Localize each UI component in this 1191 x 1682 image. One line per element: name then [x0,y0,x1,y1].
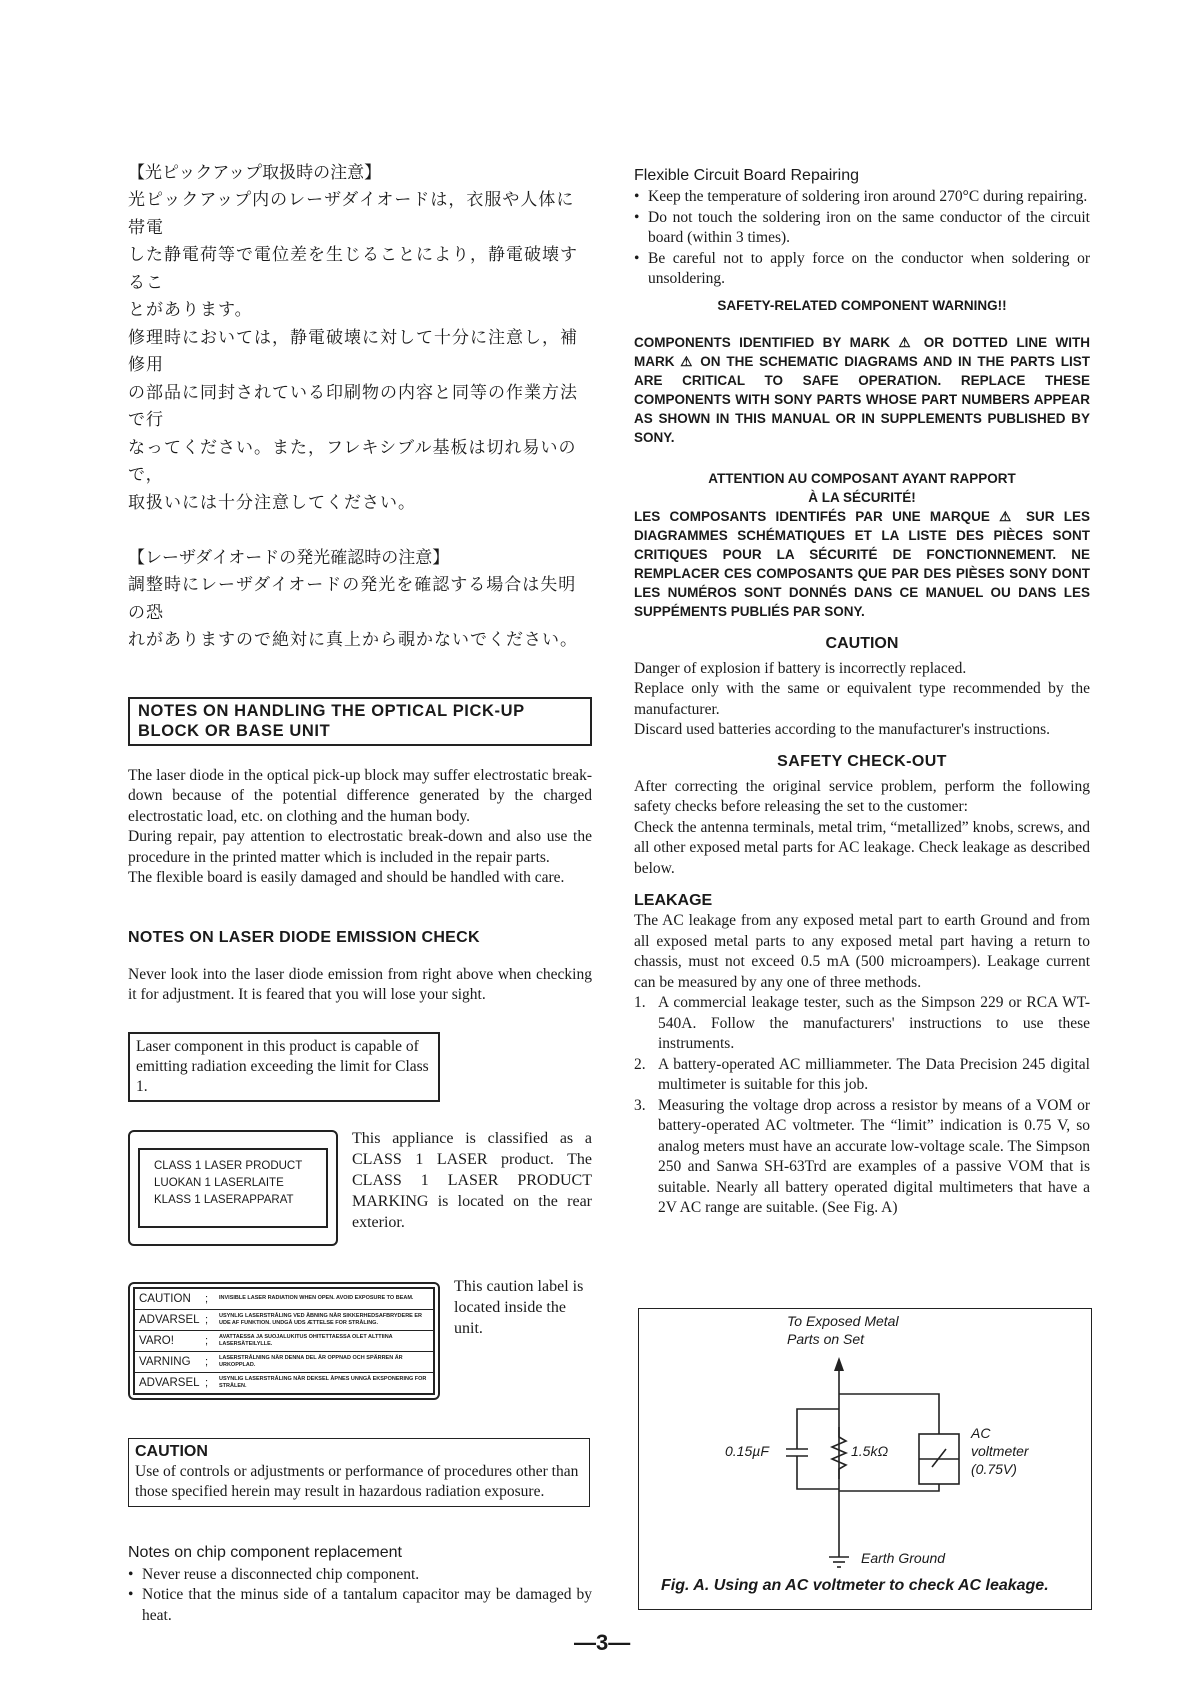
class-label-description: This appliance is classified as a CLASS 1 LASER product. The CLASS 1 LASER PRODUCT MARKING is located on the rear exterior. [352,1129,592,1231]
safety-warning-title: SAFETY-RELATED COMPONENT WARNING!! [717,297,1007,313]
attention-text: LES COMPOSANTS IDENTIFÉS PAR UNE MARQUE ⚠ SUR LES DIAGRAMMES SCHÉMATIQUES ET LA LISTE DES PIÈCES SONT CRITIQUES POUR LA SÉCURITÉ DE FONCTIONNEMENT. NE REMPLACER CES COMPOSANTS QUE PAR DES PIÈSES SONY DONT LES NUMÉROS SONT DONNÉS DANS CE MANUEL OU DANS LES SUPPÉMENTS PUBLIÉS PAR SONY. [634,508,1090,619]
caution-label-row [135,1309,433,1330]
leakage-text: The AC leakage from any exposed metal part to earth Ground and from all exposed metal parts to any exposed metal part having a return to chassis, must not exceed 0.5 mA (500 microampers). Leakage current can be measured by any one of three methods. [634,912,1090,991]
leakage-method [634,1055,1090,1096]
class1-text: Laser component in this product is capable of emitting radiation exceeding the limit for Class 1. [136,1037,429,1095]
battery-caution-body [634,659,1090,741]
jp-pickup-notes [128,160,592,517]
jp-pickup-line: 修理時においては，静電破壊に対して十分に注意し，補修用 [128,327,578,375]
caution-row-key: ADVARSEL [139,1376,200,1389]
leakage-method [634,1096,1090,1219]
caution-row-text: LASERSTRÅLNING NÄR DENNA DEL ÄR OPPNAD OCH SPÄRREN ÄR URKOPPLAD. [219,1355,403,1368]
handling-body [128,766,592,889]
emission-title: NOTES ON LASER DIODE EMISSION CHECK [128,928,480,946]
caution-box-title: CAUTION [135,1442,208,1460]
battery-caution-title: CAUTION [825,634,899,652]
checkout-para: After correcting the original service problem, perform the following safety checks before releasing the set to the customer: [634,777,1090,815]
class-label-inner [138,1148,328,1228]
jp-laser-line: 調整時にレーザダイオードの発光を確認する場合は失明の恐 [128,575,577,623]
caution-label-inner [133,1287,435,1395]
battery-caution-line: Danger of explosion if battery is incorrectly replaced. [634,659,967,677]
caution-row-key: VARO! [139,1334,174,1347]
jp-pickup-line: なってください。また，フレキシブル基板は切れ易いので， [128,437,577,485]
checkout-para: Check the antenna terminals, metal trim, “metallized” knobs, screws, and all other exposed metal parts for AC leakage. Check leakage as described below. [634,818,1090,877]
circuit-cap-top-wire [797,1409,839,1449]
fig-meter-label-1: AC [971,1425,991,1441]
caution-row-sep: ; [205,1292,209,1305]
caution-row-key: CAUTION [139,1292,191,1305]
caution-row-sep: ; [205,1313,209,1326]
caution-row-text: INVISIBLE LASER RADIATION WHEN OPEN. AVOID EXPOSURE TO BEAM. [219,1295,414,1302]
caution-label-row [135,1330,433,1351]
caution-row-text: USYNLIG LASERSTRÅLING VED ÅBNING NÅR SIKKERHEDSAFBRYDERE ER UDE AF FUNKTION. UNDGÅ UDS ÆTTELSE FOR STRÅLING. [219,1313,423,1326]
fig-res-label: 1.5kΩ [851,1443,889,1459]
fig-meter-label-3: (0.75V) [971,1461,1017,1477]
fig-top-label-2: Parts on Set [787,1331,865,1347]
class-label-section [128,1130,592,1246]
caution-label-row [135,1351,433,1372]
flex-bullet: • Keep the temperature of soldering iron around 270°C during repairing. [634,187,1090,208]
caution-row-sep: ; [205,1334,209,1347]
chip-bullet: • Notice that the minus side of a tantalum capacitor may be damaged by heat. [128,1585,592,1626]
leakage-method-text: A commercial leakage tester, such as the Simpson 229 or RCA WT-540A. Follow the manufacturers' instructions to use these instruments. [658,994,1090,1052]
class-label-line: KLASS 1 LASERAPPARAT [154,1193,294,1206]
figure-a [638,1308,1092,1610]
page-number: —3— [574,1630,631,1655]
attention-title-line2: À LA SÉCURITÉ! [808,489,916,505]
leakage-method-text: Measuring the voltage drop across a resistor by means of a VOM or battery-operated AC voltmeter. The “limit” indication is 0.75 V, so analog meters must have an accurate low-voltage scale. The Simpson 250 and Sanwa SH-63Trd are examples of a passive VOM that is suitable. Nearly all battery operated digital multimeters that have a 2V AC range are suitable. (See Fig. A) [658,1096,1090,1216]
jp-laser-line: れがありますので絶対に真上から覗かないでください。 [128,630,578,650]
leakage-method-num: 2. [634,1055,646,1073]
attention-title-line1: ATTENTION AU COMPOSANT AYANT RAPPORT [708,470,1016,486]
leakage-method [634,993,1090,1055]
jp-pickup-heading: 【光ピックアップ取扱時の注意】 [128,163,382,183]
fig-ground-label: Earth Ground [861,1550,946,1566]
jp-pickup-line: 光ピックアップ内のレーザダイオードは，衣服や人体に帯電 [128,190,575,238]
fig-meter-label-2: voltmeter [971,1443,1029,1459]
caution-row-sep: ; [205,1355,209,1368]
left-column [128,160,592,1626]
fig-top-label-1: To Exposed Metal [787,1313,899,1329]
flex-title: Flexible Circuit Board Repairing [634,167,859,184]
jp-pickup-line: した静電荷等で電位差を生じることにより，静電破壊するこ [128,245,578,293]
fig-cap-label: 0.15µF [725,1443,769,1459]
class1-box [128,1032,440,1102]
emission-text: Never look into the laser diode emission from right above when checking it for adjustment. It is feared that you will lose your sight. [128,965,592,1003]
chip-bullet: • Never reuse a disconnected chip component. [128,1565,592,1586]
caution-box [128,1438,590,1507]
circuit-meter-bottom-wire [839,1484,939,1491]
leakage-methods [634,993,1090,1219]
class-label-line: CLASS 1 LASER PRODUCT [154,1159,303,1172]
leakage-method-text: A battery-operated AC milliammeter. The Data Precision 245 digital multimeter is suitable for this job. [658,1055,1090,1093]
jp-pickup-line: の部品に同封されている印刷物の内容と同等の作業方法で行 [128,382,578,430]
leakage-method-num: 1. [634,994,646,1011]
chip-bullets [128,1565,592,1627]
caution-row-sep: ; [205,1376,209,1389]
chip-title: Notes on chip component replacement [128,1543,402,1561]
handling-title-line2: BLOCK OR BASE UNIT [138,721,331,740]
checkout-body [634,777,1090,880]
checkout-title: SAFETY CHECK-OUT [777,752,947,770]
arrow-up-icon [834,1357,844,1371]
caution-box-text: Use of controls or adjustments or performance of procedures other than those specified herein may result in hazardous radiation exposure. [135,1462,579,1500]
handling-para: The flexible board is easily damaged and should be handled with care. [128,869,565,886]
voltmeter-needle [932,1449,946,1467]
handling-para: During repair, pay attention to electrostatic break-down and also use the procedure in the printed matter which is included in the repair parts. [128,828,592,866]
flex-bullet: • Do not touch the soldering iron on the same conductor of the circuit board (within 3 times). [634,208,1090,249]
right-column [634,166,1090,1219]
caution-label-section [128,1277,592,1400]
caution-row-key: VARNING [139,1355,191,1368]
jp-pickup-line: 取扱いには十分注意してください。 [128,492,416,513]
class-label-line: LUOKAN 1 LASERLAITE [154,1176,284,1189]
flex-bullet: • Be careful not to apply force on the conductor when soldering or unsoldering. [634,249,1090,290]
safety-warning-text: COMPONENTS IDENTIFIED BY MARK ⚠ OR DOTTED LINE WITH MARK ⚠ ON THE SCHEMATIC DIAGRAMS AND IN THE PARTS LIST ARE CRITICAL TO SAFE OPERATION. REPLACE THESE COMPONENTS WITH SONY PARTS WHOSE PART NUMBERS APPEAR AS SHOWN IN THIS MANUAL OR IN SUPPLEMENTS PUBLISHED BY SONY. [634,334,1090,445]
caution-row-text: USYNLIG LASERSTRÅLING NÅR DEKSEL ÅPNES UNNGÅ EKSPONERING FOR STRÅLEN. [219,1376,427,1389]
leakage-title: LEAKAGE [634,892,713,909]
caution-label-description: This caution label is located inside the unit. [454,1277,584,1337]
jp-pickup-line: とがあります。 [128,300,253,320]
handling-para: The laser diode in the optical pick-up block may suffer electrostatic break-down because of the potential difference generated by the charged electrostatic load, etc. on clothing and the human body. [128,766,592,825]
circuit-cap-bottom-wire [797,1456,839,1489]
fig-caption: Fig. A. Using an AC voltmeter to check AC leakage. [661,1577,1049,1594]
handling-title-line1: NOTES ON HANDLING THE OPTICAL PICK-UP [138,701,525,720]
battery-caution-line: Discard used batteries according to the manufacturer's instructions. [634,721,1050,738]
flex-bullets [634,187,1090,290]
jp-laser-heading: 【レーザダイオードの発光確認時の注意】 [128,548,450,568]
battery-caution-line: Replace only with the same or equivalent type recommended by the manufacturer. [634,680,1090,718]
caution-row-key: ADVARSEL [139,1313,200,1326]
jp-laser-notes [128,545,592,655]
class-laser-label [128,1130,338,1246]
handling-title-box [128,697,592,746]
caution-label [128,1282,440,1400]
caution-label-row [135,1372,433,1393]
caution-row-text: AVATTAESSA JA SUOJALUKITUS OHITETTAESSA OLET ALTTIINA LASERSÄTEILYLLE. [219,1334,393,1347]
leakage-method-num: 3. [634,1096,646,1114]
caution-label-row [135,1289,433,1309]
circuit-meter-top-wire [839,1394,939,1434]
